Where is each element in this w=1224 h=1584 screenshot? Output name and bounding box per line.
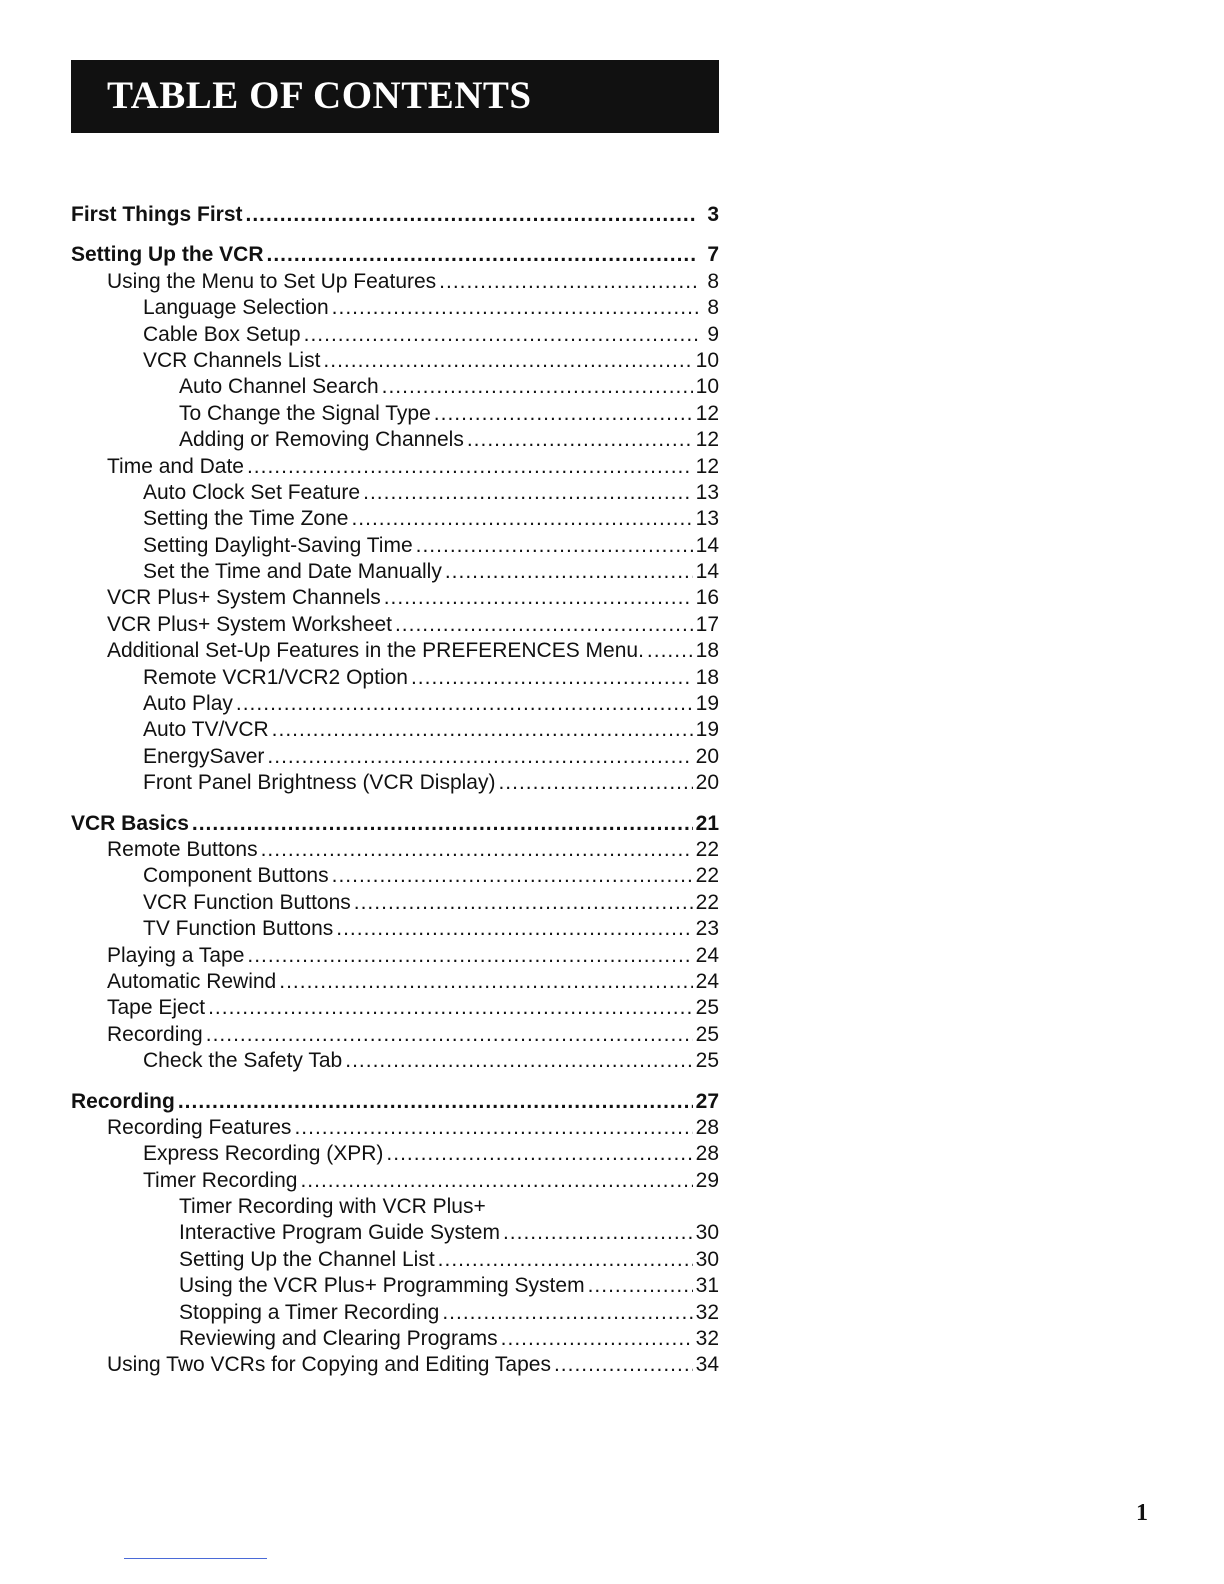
toc-entry[interactable]	[71, 322, 719, 348]
toc-entry-page: 8	[707, 269, 719, 293]
toc-section[interactable]	[71, 242, 719, 268]
toc-entry-label: Recording Features	[107, 1115, 292, 1139]
toc-entry-page: 14	[695, 533, 719, 557]
toc-section[interactable]	[71, 811, 719, 837]
page-number: 1	[1136, 1500, 1148, 1526]
dot-leader	[246, 202, 698, 228]
toc-entry-page: 10	[695, 348, 719, 372]
toc-entry-page: 9	[707, 322, 719, 346]
dot-leader	[267, 744, 692, 770]
dot-leader	[279, 969, 692, 995]
toc-header-banner	[71, 60, 719, 133]
dot-leader	[411, 665, 693, 691]
dot-leader	[647, 638, 693, 664]
toc-entry-label: Language Selection	[143, 296, 329, 320]
dot-leader	[208, 995, 693, 1021]
toc-entry-label: First Things First	[71, 203, 243, 226]
dot-leader	[439, 269, 698, 295]
toc-entry-page: 20	[695, 771, 719, 795]
dot-leader	[272, 717, 693, 743]
toc-entry-label: Timer Recording	[143, 1168, 298, 1192]
toc-entry-label: Set the Time and Date Manually	[143, 560, 442, 584]
toc-entry-page: 8	[707, 296, 719, 320]
dot-leader	[336, 916, 692, 942]
toc-entry[interactable]	[71, 1326, 719, 1352]
toc-entry[interactable]	[71, 1352, 719, 1378]
toc-entry-label: Cable Box Setup	[143, 322, 301, 346]
toc-entry-page: 32	[695, 1300, 719, 1324]
toc-entry-page: 32	[695, 1327, 719, 1351]
toc-entry-page: 12	[695, 401, 719, 425]
dot-leader	[332, 295, 698, 321]
toc-entry[interactable]	[71, 585, 719, 611]
toc-entry-label: Recording	[107, 1022, 203, 1046]
toc-entry-label: VCR Plus+ System Channels	[107, 586, 381, 610]
toc-entry-page: 7	[707, 243, 719, 267]
toc-entry-label: Playing a Tape	[107, 943, 245, 967]
toc-entry[interactable]	[71, 995, 719, 1021]
toc-entry-label: Setting Up the VCR	[71, 243, 264, 267]
toc-entry[interactable]	[71, 770, 719, 796]
dot-leader	[503, 1220, 693, 1246]
toc-entry-label: Setting Daylight-Saving Time	[143, 533, 413, 557]
dot-leader	[386, 1141, 692, 1167]
toc-entry[interactable]	[71, 1141, 719, 1167]
dot-leader	[294, 1115, 692, 1141]
toc-entry-label: Auto Channel Search	[179, 375, 379, 399]
toc-entry-label: Using the Menu to Set Up Features	[107, 269, 437, 293]
dot-leader	[351, 506, 692, 532]
dot-leader	[498, 770, 692, 796]
dot-leader	[178, 1089, 693, 1115]
toc-entry-page: 22	[695, 890, 719, 914]
toc-entry[interactable]	[71, 454, 719, 480]
toc-entry[interactable]	[71, 427, 719, 453]
toc-entry[interactable]	[71, 348, 719, 374]
toc-entry-label: Front Panel Brightness (VCR Display)	[143, 771, 496, 795]
toc-entry-label: Remote Buttons	[107, 837, 258, 861]
dot-leader	[434, 401, 693, 427]
dot-leader	[445, 559, 693, 585]
toc-entry-label: Tape Eject	[107, 996, 206, 1020]
toc-entry[interactable]	[71, 717, 719, 743]
toc-entry-page: 23	[695, 917, 719, 941]
toc-entry-label: Interactive Program Guide System	[179, 1221, 500, 1245]
dot-leader	[247, 943, 692, 969]
toc-entry[interactable]	[71, 837, 719, 863]
footer-rule	[124, 1558, 267, 1559]
toc-entry-page: 3	[707, 203, 719, 226]
toc-entry-label: Using Two VCRs for Copying and Editing Tapes	[107, 1353, 551, 1377]
dot-leader	[416, 533, 693, 559]
dot-leader	[300, 1168, 692, 1194]
toc-entry-page: 29	[695, 1168, 719, 1192]
dot-leader	[261, 837, 693, 863]
toc-entry-label: To Change the Signal Type	[179, 401, 431, 425]
toc-section[interactable]	[71, 1089, 719, 1115]
dot-leader	[384, 585, 693, 611]
toc-entry-label: VCR Plus+ System Worksheet	[107, 612, 392, 636]
toc-entry[interactable]	[71, 1168, 719, 1194]
toc-entry-page: 14	[695, 560, 719, 584]
toc-entry-label: Auto Clock Set Feature	[143, 480, 361, 504]
toc-entry-page: 30	[695, 1221, 719, 1245]
toc-entry-page: 25	[695, 1022, 719, 1046]
dot-leader	[395, 612, 693, 638]
toc-entry-page: 34	[695, 1353, 719, 1377]
toc-entry-page: 18	[695, 665, 719, 689]
dot-leader	[442, 1300, 692, 1326]
toc-entry-page: 25	[695, 1049, 719, 1073]
toc-entry[interactable]	[71, 480, 719, 506]
toc-entry-page: 13	[695, 507, 719, 531]
toc-entry[interactable]	[71, 638, 719, 664]
toc-entry[interactable]	[71, 1022, 719, 1048]
dot-leader	[467, 427, 693, 453]
toc-entry-label: VCR Channels List	[143, 348, 321, 372]
toc-entry[interactable]	[71, 374, 719, 400]
toc-entry-label: Remote VCR1/VCR2 Option	[143, 665, 408, 689]
toc-entry[interactable]	[71, 691, 719, 717]
dot-leader	[345, 1048, 692, 1074]
toc-entry-label: Setting the Time Zone	[143, 507, 349, 531]
toc-entry[interactable]	[71, 401, 719, 427]
toc-entry[interactable]	[71, 533, 719, 559]
toc-entry-page: 28	[695, 1115, 719, 1139]
dot-leader	[304, 322, 698, 348]
toc-entry[interactable]	[71, 863, 719, 889]
toc-entry-label: Using the VCR Plus+ Programming System	[179, 1274, 585, 1298]
toc-entry-label: Adding or Removing Channels	[179, 428, 464, 452]
toc-entry[interactable]	[71, 506, 719, 532]
toc-entry-label: Check the Safety Tab	[143, 1049, 343, 1073]
toc-entry-label: Reviewing and Clearing Programs	[179, 1327, 498, 1351]
dot-leader	[332, 863, 693, 889]
toc-entry-label: Additional Set-Up Features in the PREFERENCES Menu.	[107, 639, 644, 663]
toc-entry-page: 22	[695, 864, 719, 888]
toc-entry[interactable]	[71, 1115, 719, 1141]
toc-entry-label: Component Buttons	[143, 864, 329, 888]
toc-entry[interactable]	[71, 969, 719, 995]
table-of-contents	[71, 202, 719, 1379]
toc-entry-page: 27	[695, 1089, 719, 1113]
toc-entry-page: 16	[695, 586, 719, 610]
toc-entry[interactable]	[71, 559, 719, 585]
toc-entry-page: 22	[695, 837, 719, 861]
toc-entry[interactable]	[71, 943, 719, 969]
dot-leader	[206, 1022, 693, 1048]
toc-entry-label: EnergySaver	[143, 744, 265, 768]
toc-entry[interactable]	[71, 916, 719, 942]
toc-entry-label: Recording	[71, 1089, 175, 1113]
dot-leader	[588, 1273, 693, 1299]
toc-entry[interactable]	[71, 665, 719, 691]
toc-entry-page: 10	[695, 375, 719, 399]
dot-leader	[323, 348, 692, 374]
toc-entry-page: 25	[695, 996, 719, 1020]
toc-entry-page: 12	[695, 454, 719, 478]
toc-entry-label: Setting Up the Channel List	[179, 1247, 435, 1271]
toc-entry-page: 21	[695, 811, 719, 835]
toc-entry-page: 28	[695, 1142, 719, 1166]
toc-entry-label: Time and Date	[107, 454, 244, 478]
toc-entry-page: 12	[695, 428, 719, 452]
toc-entry-page: 20	[695, 744, 719, 768]
toc-entry-label: Timer Recording with VCR Plus+	[179, 1195, 486, 1219]
dot-leader	[192, 811, 693, 837]
toc-entry[interactable]	[71, 744, 719, 770]
toc-entry[interactable]	[71, 1194, 719, 1220]
dot-leader	[382, 374, 693, 400]
toc-entry-label: VCR Basics	[71, 811, 189, 835]
toc-entry-page: 30	[695, 1247, 719, 1271]
page-title: TABLE OF CONTENTS	[107, 74, 532, 117]
toc-entry-page: 18	[695, 639, 719, 663]
toc-section[interactable]	[71, 202, 719, 228]
toc-entry-page: 19	[695, 692, 719, 716]
toc-entry[interactable]	[71, 1220, 719, 1246]
toc-entry[interactable]	[71, 1273, 719, 1299]
toc-entry[interactable]	[71, 890, 719, 916]
dot-leader	[247, 454, 693, 480]
toc-entry[interactable]	[71, 612, 719, 638]
toc-entry-label: Stopping a Timer Recording	[179, 1300, 440, 1324]
toc-entry[interactable]	[71, 269, 719, 295]
dot-leader	[267, 242, 699, 268]
dot-leader	[354, 890, 693, 916]
dot-leader	[363, 480, 693, 506]
toc-entry-page: 24	[695, 943, 719, 967]
dot-leader	[236, 691, 693, 717]
toc-entry-label: Express Recording (XPR)	[143, 1142, 384, 1166]
dot-leader	[438, 1247, 693, 1273]
toc-entry[interactable]	[71, 1048, 719, 1074]
toc-entry-label: TV Function Buttons	[143, 917, 334, 941]
toc-entry-page: 19	[695, 718, 719, 742]
toc-entry-page: 17	[695, 612, 719, 636]
toc-entry-page: 31	[695, 1274, 719, 1298]
toc-entry-page: 13	[695, 480, 719, 504]
toc-entry[interactable]	[71, 1300, 719, 1326]
toc-entry-label: Auto TV/VCR	[143, 718, 269, 742]
toc-entry[interactable]	[71, 1247, 719, 1273]
toc-entry-page: 24	[695, 969, 719, 993]
toc-entry-label: Auto Play	[143, 692, 233, 716]
toc-entry-label: VCR Function Buttons	[143, 890, 351, 914]
toc-entry-label: Automatic Rewind	[107, 969, 277, 993]
dot-leader	[554, 1352, 693, 1378]
dot-leader	[501, 1326, 693, 1352]
toc-entry[interactable]	[71, 295, 719, 321]
